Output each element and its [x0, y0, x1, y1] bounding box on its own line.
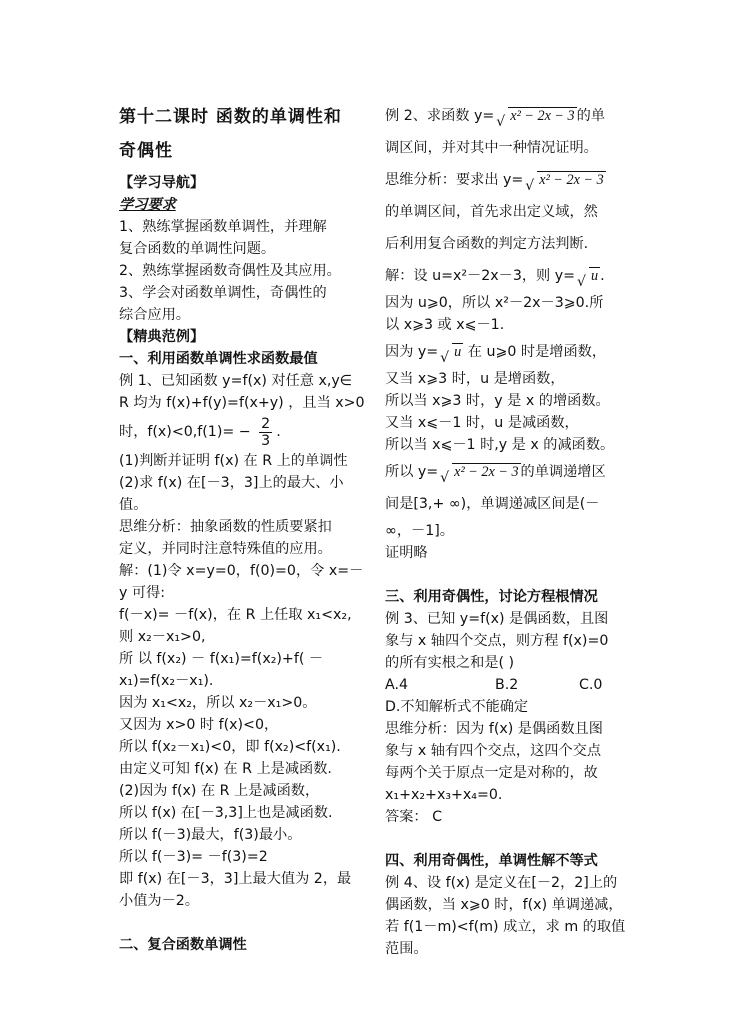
example-2-line: 所以当 x⩽－1 时,y 是 x 的减函数。 [385, 437, 615, 453]
example-1-fraction-line: 时，f(x)<0,f(1)= − $\frac{2}{3}$ . [119, 415, 281, 449]
heading-parity-inequality: 四、利用奇偶性，单调性解不等式 [385, 853, 598, 869]
example-2-line [385, 100, 630, 132]
example-2-line: 因为 u⩾0，所以 x²－2x－3⩾0.所 [385, 295, 604, 311]
example-1-line: 所 以 f(x₂) － f(x₁)=f(x₂)+f( － [119, 651, 324, 667]
example-2-text: 所以 y= [385, 464, 439, 480]
example-2-text: 解：设 u=x²－2x－3，则 y= [385, 268, 576, 284]
section-classic-examples: 【精典范例】 [119, 329, 205, 345]
example-1-line: R 均为 f(x)+f(y)=f(x+y) ，且当 x>0 [119, 395, 365, 411]
example-1-line: 所以 f(x) 在[－3,3]上也是减函数. [119, 805, 333, 821]
option-a: A.4 [385, 677, 408, 693]
heading-monotonic-extrema: 一、利用函数单调性求函数最值 [119, 351, 318, 367]
example-3-line: x₁+x₂+x₃+x₄=0. [385, 787, 503, 803]
example-2-text: 在 u⩾0 时是增函数， [463, 344, 607, 360]
example-4-line: 偶函数，当 x⩾0 时，f(x) 单调递减， [385, 897, 623, 913]
example-2-text: 例 2、求函数 y= [385, 108, 495, 124]
study-requirements-label: 学习要求 [119, 197, 176, 213]
example-1-line: (2)因为 f(x) 在 R 上是减函数， [119, 783, 320, 799]
radical-sign-icon: √ [440, 470, 450, 486]
fraction-denominator: 3 [261, 432, 271, 449]
radical-sign-icon: √ [577, 274, 586, 290]
requirement-1-line-2: 复合函数的单调性问题。 [119, 241, 276, 257]
example-3-line: 例 3、已知 y=f(x) 是偶函数，且图 [385, 611, 609, 627]
example-2-line: 后利用复合函数的判定方法判断. [385, 236, 589, 252]
left-column [119, 100, 365, 956]
example-1-line: 则 x₂－x₁>0, [119, 629, 206, 645]
example-2-text: 思维分析：要求出 y= [385, 172, 524, 188]
example-1-line: 因为 x₁<x₂，所以 x₂－x₁>0。 [119, 695, 317, 711]
radical-u [440, 336, 463, 368]
fraction-two-thirds [259, 416, 272, 449]
example-2-line: 调区间，并对其中一种情况证明。 [385, 140, 598, 156]
example-1-line: 所以 f(－3)最大，f(3)最小。 [119, 827, 302, 843]
example-2-text: 的单调递增区 [520, 464, 606, 480]
example-1-line: (2)求 f(x) 在[－3，3]上的最大、小 [119, 475, 344, 491]
example-1-line: 值。 [119, 497, 148, 513]
option-b: B.2 [495, 677, 519, 693]
section-study-guide: 【学习导航】 [119, 175, 205, 191]
example-1-text: 时，f(x)<0,f(1)= − [119, 424, 251, 440]
example-2-text: . [600, 268, 605, 284]
example-4-line: 范围。 [385, 941, 428, 957]
example-3-line: 思维分析：因为 f(x) 是偶函数且图 [385, 721, 603, 737]
lesson-title-line-1: 第十二课时 函数的单调性和 [119, 107, 342, 127]
example-1-line: 所以 f(－3)= －f(3)=2 [119, 849, 268, 865]
fraction-numerator: 2 [261, 415, 271, 432]
example-1-line: 小值为－2。 [119, 893, 199, 909]
example-3-answer: 答案： C [385, 809, 442, 825]
example-1-line: 由定义可知 f(x) 在 R 上是减函数. [119, 761, 332, 777]
radical-sign-icon: √ [525, 178, 535, 194]
option-d: D.不知解析式不能确定 [385, 699, 529, 715]
example-1-line: 定义，并同时注意特殊值的应用。 [119, 541, 332, 557]
example-1-line: x₁)=f(x₂－x₁). [119, 673, 214, 689]
option-c: C.0 [579, 677, 603, 693]
example-3-options [385, 674, 630, 696]
example-1-line: 又因为 x>0 时 f(x)<0， [119, 717, 279, 733]
example-2-text: 的单 [576, 108, 606, 124]
example-3-line: 象与 x 轴四个交点，则方程 f(x)=0 [385, 633, 609, 649]
example-3-line: 象与 x 轴有四个交点，这四个交点 [385, 743, 602, 759]
lesson-title-line-2: 奇偶性 [119, 141, 173, 161]
example-1-line: 例 1、已知函数 y=f(x) 对任意 x,y∈ [119, 373, 353, 389]
example-2-line: 间是[3,+ ∞)，单调递减区间是(－ [385, 496, 600, 512]
radical-sign-icon: √ [440, 350, 450, 366]
requirement-3-line-2: 综合应用。 [119, 307, 190, 323]
radical-expression [496, 100, 576, 132]
radicand: x² − 2x − 3 [539, 172, 604, 188]
example-1-line: (1)判断并证明 f(x) 在 R 上的单调性 [119, 453, 348, 469]
radical-expression [525, 164, 605, 196]
requirement-2: 2、熟练掌握函数奇偶性及其应用。 [119, 263, 341, 279]
example-2-line: 证明略 [385, 545, 428, 561]
example-2-line: ∞，－1]。 [385, 523, 454, 539]
example-1-line: y 可得: [119, 585, 166, 601]
example-2-line: 所以当 x⩾3 时，y 是 x 的增函数。 [385, 393, 610, 409]
example-2-line [385, 164, 630, 196]
example-1-line: 解：(1)令 x=y=0，f(0)=0，令 x=－ [119, 563, 364, 579]
example-1-line: 所以 f(x₂－x₁)<0，即 f(x₂)<f(x₁). [119, 739, 341, 755]
example-2-line [385, 456, 630, 488]
example-1-line: 即 f(x) 在[－3，3]上最大值为 2，最 [119, 871, 352, 887]
example-3-line: 每两个关于原点一定是对称的，故 [385, 765, 598, 781]
requirement-1-line-1: 1、熟练掌握函数单调性，并理解 [119, 219, 327, 235]
radicand: x² − 2x − 3 [510, 108, 575, 124]
example-1-line: 思维分析：抽象函数的性质要紧扣 [119, 519, 332, 535]
example-2-line [385, 336, 630, 368]
example-4-line: 例 4、设 f(x) 是定义在[－2，2]上的 [385, 875, 618, 891]
example-1-line: f(－x)= －f(x)，在 R 上任取 x₁<x₂, [119, 607, 352, 623]
example-3-line: 的所有实根之和是( ) [385, 655, 515, 671]
radical-expression [440, 456, 520, 488]
example-2-line: 又当 x⩾3 时，u 是增函数， [385, 371, 565, 387]
right-column [385, 100, 630, 960]
heading-parity-roots: 三、利用奇偶性，讨论方程根情况 [385, 589, 598, 605]
radical-u [577, 260, 600, 292]
example-2-line: 的单调区间，首先求出定义域，然 [385, 204, 598, 220]
example-2-line [385, 260, 630, 292]
example-2-line: 又当 x⩽－1 时，u 是减函数， [385, 415, 579, 431]
example-2-text: 因为 y= [385, 344, 439, 360]
radical-sign-icon: √ [496, 114, 506, 130]
example-2-line: 以 x⩾3 或 x⩽－1. [385, 317, 505, 333]
heading-composite-monotonicity: 二、复合函数单调性 [119, 937, 247, 953]
radicand: u [454, 344, 462, 360]
requirement-3-line-1: 3、学会对函数单调性，奇偶性的 [119, 285, 327, 301]
radicand: u [591, 268, 599, 284]
radicand: x² − 2x − 3 [454, 464, 519, 480]
example-4-line: 若 f(1－m)<f(m) 成立，求 m 的取值 [385, 919, 626, 935]
